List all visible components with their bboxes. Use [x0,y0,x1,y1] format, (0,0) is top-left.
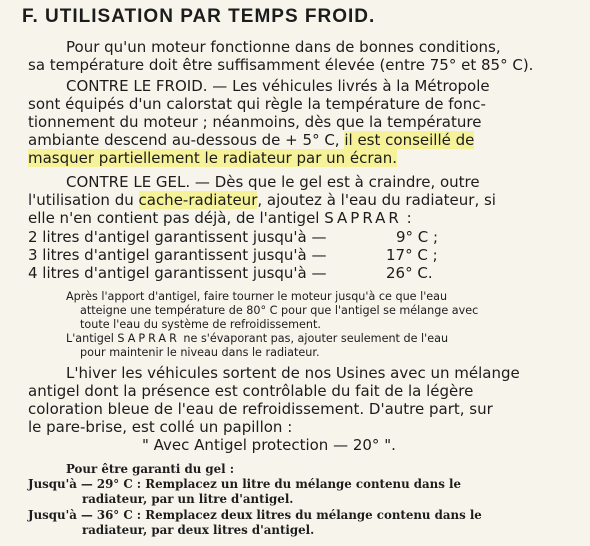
note-line-4 [66,332,448,346]
antigel-row-text: 2 litres d'antigel garantissent jusqu'à — [28,228,327,246]
gel-line-2-start: l'utilisation du [28,191,139,209]
highlighted-advice-end: masquer partiellement le radiateur par un écran. [28,149,398,167]
intro-line-2: sa température doit être suffisamment élevée (entre 75° et 85° C). [28,56,534,74]
section-heading: F. UTILISATION PAR TEMPS FROID. [22,6,376,27]
antigel-row-text: 4 litres d'antigel garantissent jusqu'à — [28,264,327,282]
papillon-label: " Avec Antigel protection — 20° ". [142,436,396,454]
intro-line-1: Pour qu'un moteur fonctionne dans de bonnes conditions, [66,38,501,56]
garanti-29-line-2: radiateur, par un litre d'antigel. [82,492,294,506]
note-line-2: atteigne une température de 80° C pour que l'antigel se mélange avec [80,304,479,317]
garanti-title: Pour être garanti du gel : [66,462,235,476]
note-line-3: toute l'eau du système de refroidissement. [80,318,321,331]
gel-line-3 [28,209,412,227]
brand-saprar: SAPRAR [324,209,402,227]
gel-line-2-end: , ajoutez à l'eau du radiateur, si [257,191,496,209]
antigel-row-temp: 26° C. [386,264,433,282]
froid-line-1: CONTRE LE FROID. — Les véhicules livrés à la Métropole [66,77,490,95]
note-line-5: pour maintenir le niveau dans le radiateur. [80,346,320,359]
hiver-line-3: coloration bleue de l'eau de refroidissement. D'autre part, sur [28,400,493,418]
brand-saprar-note: SAPRAR [117,332,180,345]
garanti-36-line-2: radiateur, par deux litres d'antigel. [82,523,315,537]
hiver-line-4: le pare-brise, est collé un papillon : [28,418,293,436]
gel-line-3-start: elle n'en contient pas déjà, de l'antigel [28,209,325,227]
note-line-4-end: ne s'évaporant pas, ajouter seulement de l'eau [179,332,449,345]
highlighted-advice-start: il est conseillé de [344,131,475,149]
froid-line-3: tionnement du moteur ; néanmoins, dès que la température [28,113,482,131]
hiver-line-1: L'hiver les véhicules sortent de nos Usines avec un mélange [66,364,520,382]
antigel-row-temp: 9° C ; [396,228,439,246]
froid-line-4-text: ambiante descend au-dessous de + 5° C, [28,131,345,149]
note-line-4-start: L'antigel [66,332,118,345]
froid-line-5 [28,149,397,167]
antigel-row-text: 3 litres d'antigel garantissent jusqu'à — [28,246,327,264]
antigel-row-temp: 17° C ; [386,246,438,264]
hiver-line-2: antigel dont la présence est contrôlable du fait de la légère [28,382,474,400]
gel-line-1: CONTRE LE GEL. — Dès que le gel est à craindre, outre [66,173,480,191]
gel-line-2 [28,191,496,209]
garanti-36-line-1: Jusqu'à — 36° C : Remplacez deux litres du mélange contenu dans le [28,508,482,522]
highlighted-cache-radiateur: cache-radiateur [138,191,258,209]
froid-line-4 [28,131,474,149]
note-line-1: Après l'apport d'antigel, faire tourner le moteur jusqu'à ce que l'eau [66,290,448,303]
garanti-29-line-1: Jusqu'à — 29° C : Remplacez un litre du mélange contenu dans le [28,477,461,491]
froid-line-2: sont équipés d'un calorstat qui règle la température de fonc- [28,95,486,113]
gel-line-3-end: : [401,209,412,227]
